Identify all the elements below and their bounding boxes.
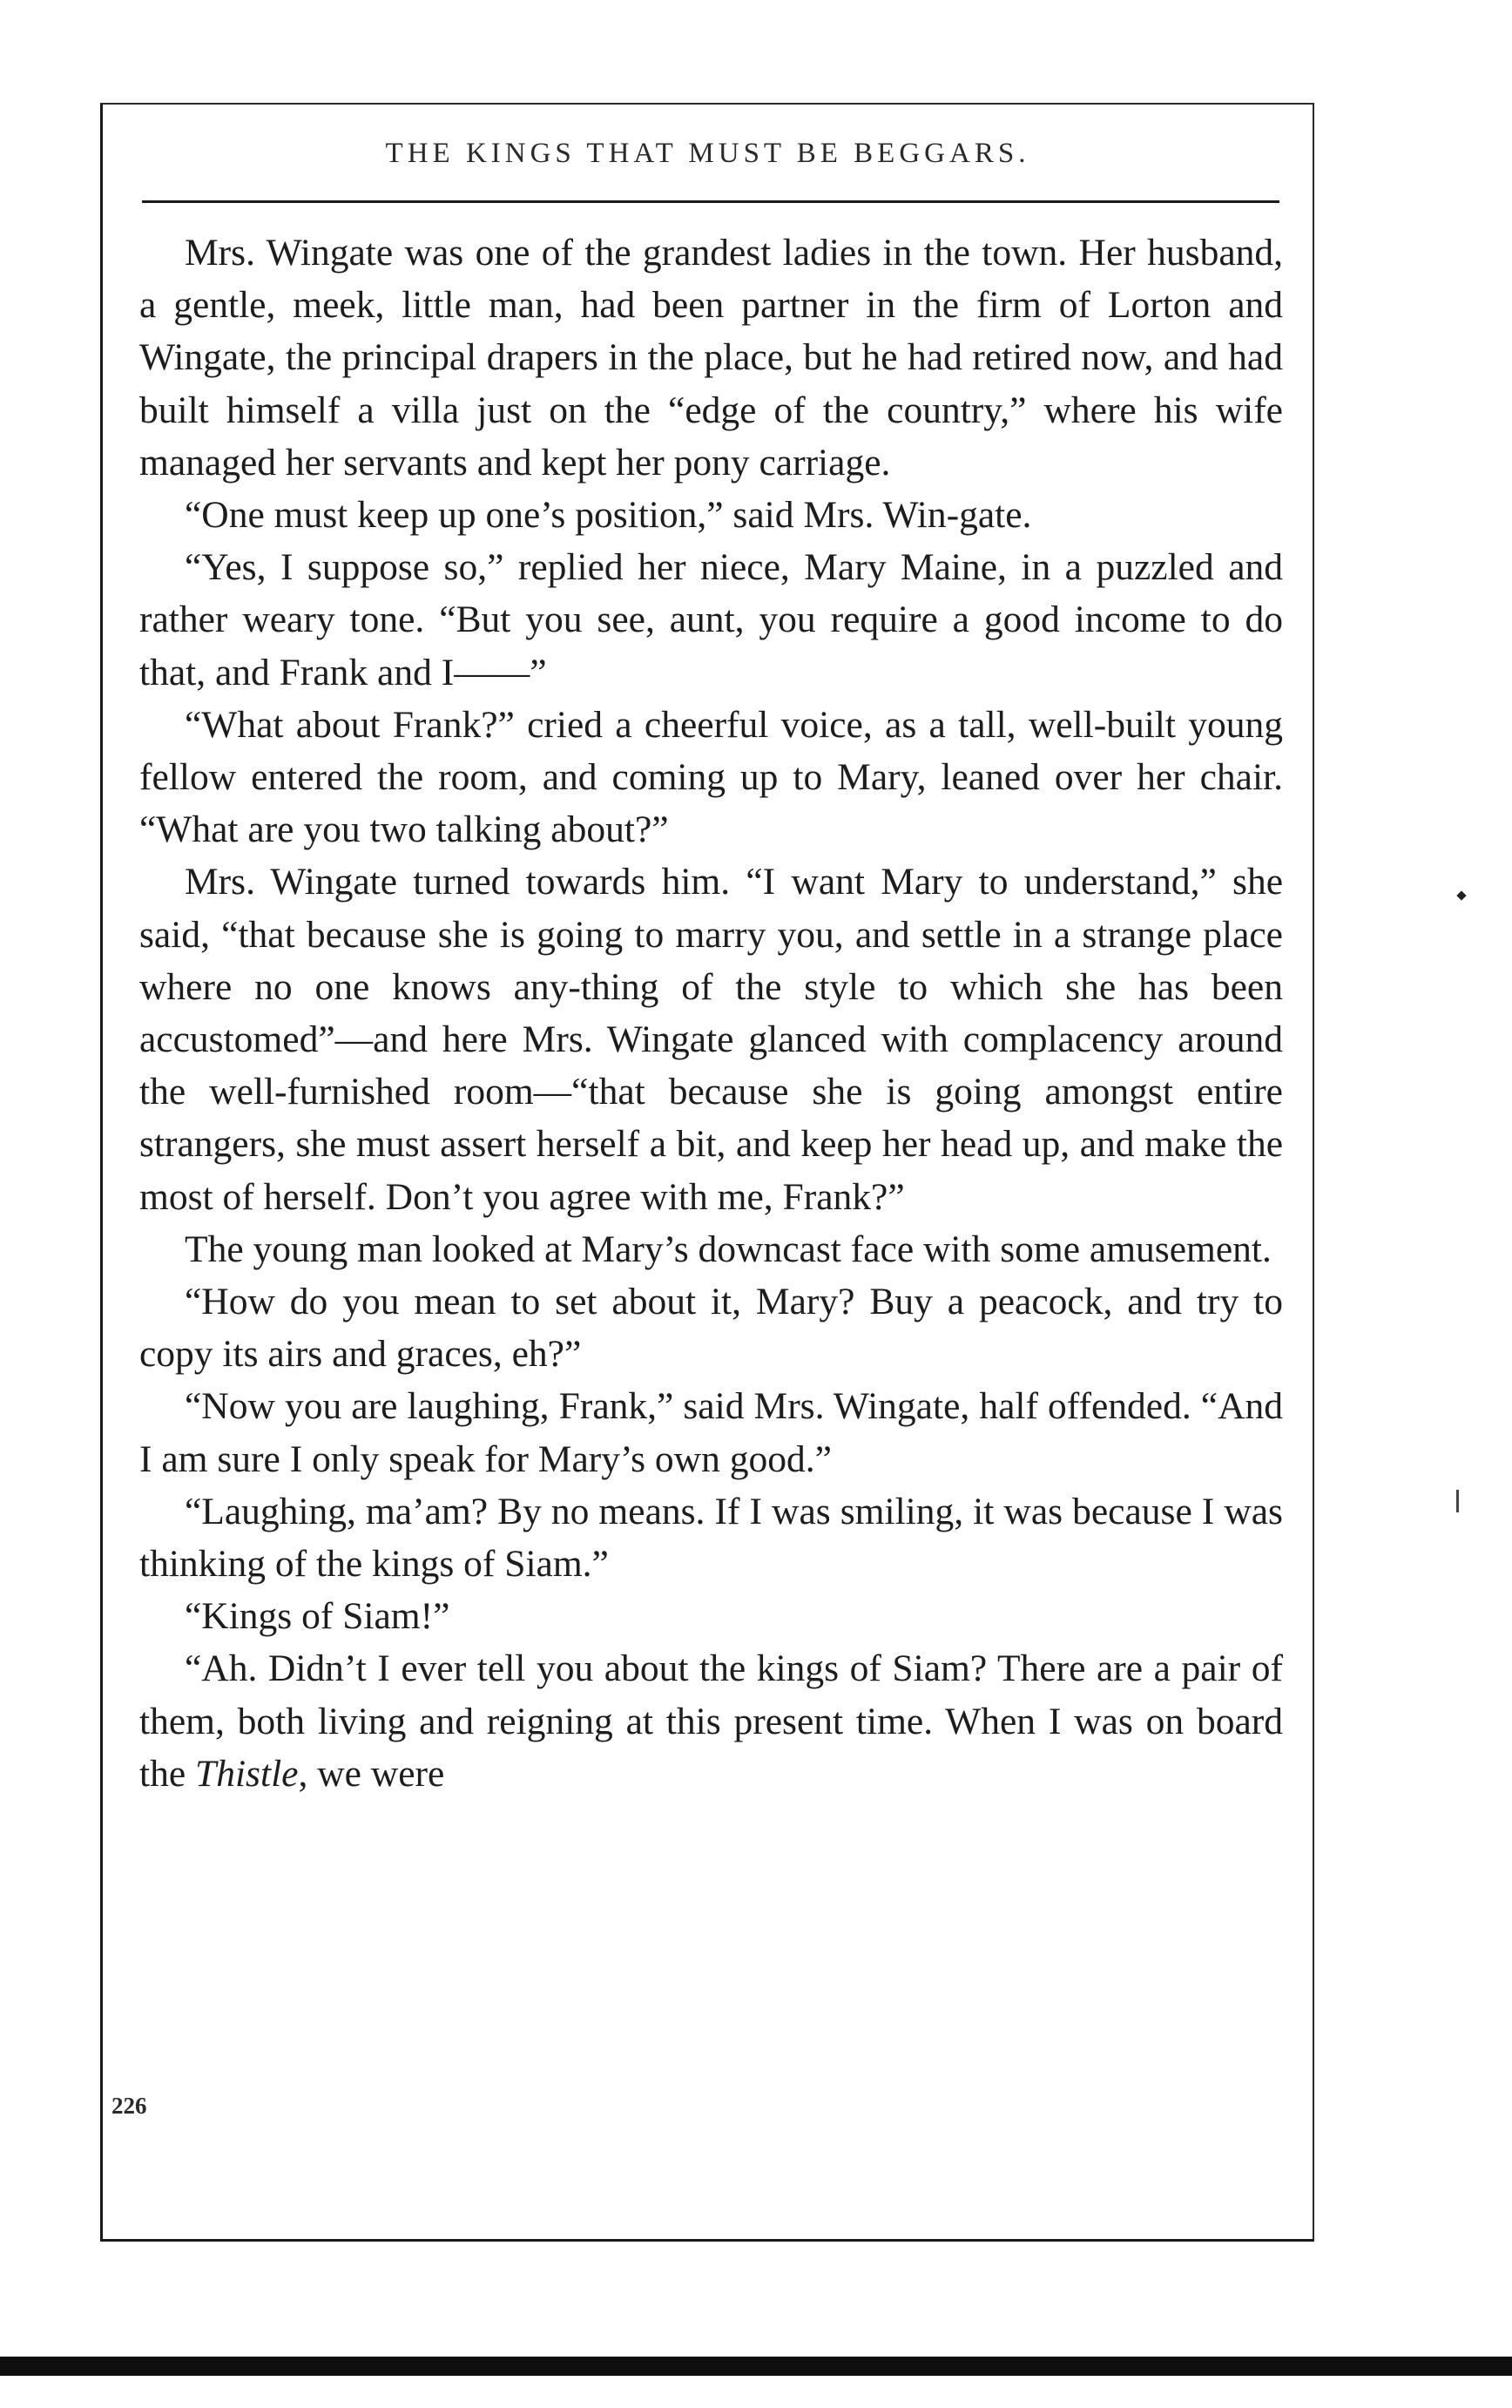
paragraph-4: “What about Frank?” cried a cheerful voice, as a tall, well-built young fellow entered the room, and coming up to Mary, leaned over her chair. “What are you two talking about?”	[139, 703, 1283, 851]
body-text	[139, 227, 1283, 1800]
running-head: THE KINGS THAT MUST BE BEGGARS.	[385, 138, 1030, 169]
page-frame	[100, 103, 1314, 2242]
ship-name: Thistle	[195, 1752, 299, 1795]
paragraph-5: Mrs. Wingate turned towards him. “I want Mary to understand,” she said, “that because she is going to marry you, and settle in a strange place where no one knows any-thing of the style to which she has been accustomed”—and here Mrs. Wingate glanced with complacency around the well-furnished room—“that because she is going amongst entire strangers, she must assert herself a bit, and keep her head up, and make the most of herself. Don’t you agree with me, Frank?”	[139, 861, 1283, 1218]
scan-edge-bar	[0, 2357, 1512, 2376]
paragraph-2: “One must keep up one’s position,” said Mrs. Win-gate.	[185, 494, 1032, 537]
paragraph-8: “Now you are laughing, Frank,” said Mrs. Wingate, half offended. “And I am sure I only speak for Mary’s own good.”	[139, 1385, 1283, 1480]
paragraph-11: “Ah. Didn’t I ever tell you about the kings of Siam? There are a pair of them, both living and reigning at this present time. When I was on board the Thistle, we were	[139, 1647, 1283, 1795]
paragraph-1: Mrs. Wingate was one of the grandest ladies in the town. Her husband, a gentle, meek, little man, had been partner in the firm of Lorton and Wingate, the principal drapers in the place, but he had retired now, and had built himself a villa just on the “edge of the country,” where his wife managed her servants and kept her pony carriage.	[139, 232, 1283, 484]
paragraph-6: The young man looked at Mary’s downcast face with some amusement.	[185, 1228, 1272, 1270]
paragraph-10: “Kings of Siam!”	[185, 1595, 450, 1638]
margin-mark	[1456, 890, 1466, 900]
paragraph-3: “Yes, I suppose so,” replied her niece, Mary Maine, in a puzzled and rather weary tone. “But you see, aunt, you require a good income to do that, and Frank and I——”	[139, 546, 1283, 693]
page-number: 226	[111, 2093, 147, 2119]
paragraph-9: “Laughing, ma’am? By no means. If I was smiling, it was because I was thinking of the kings of Siam.”	[139, 1490, 1283, 1586]
paragraph-7: “How do you mean to set about it, Mary? Buy a peacock, and try to copy its airs and graces, eh?”	[139, 1281, 1283, 1376]
margin-tick	[1456, 1490, 1459, 1512]
head-rule	[142, 200, 1279, 203]
